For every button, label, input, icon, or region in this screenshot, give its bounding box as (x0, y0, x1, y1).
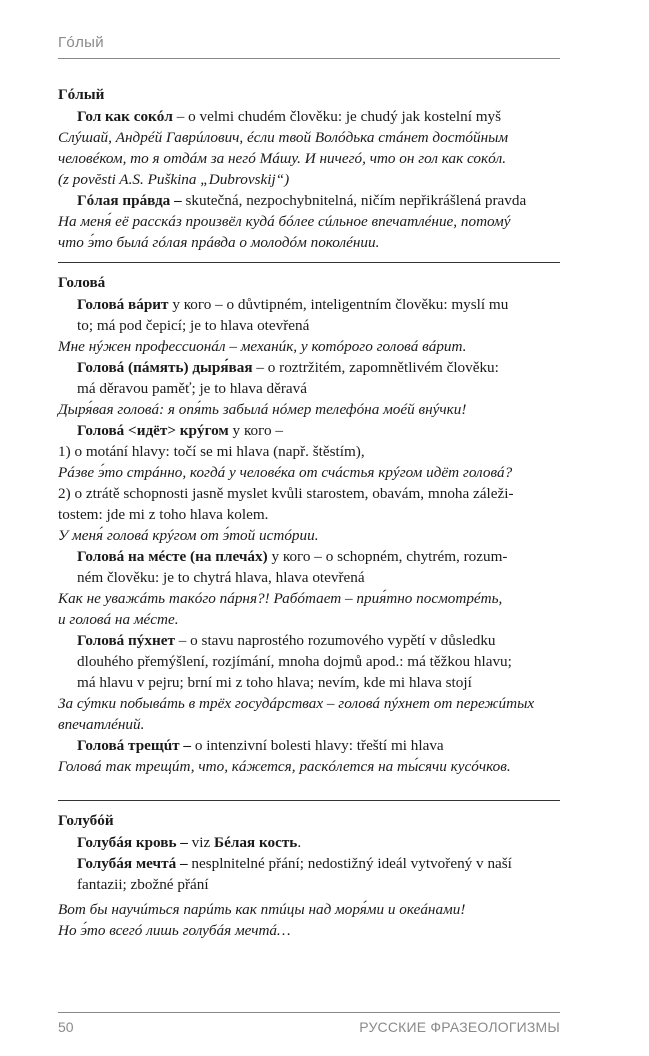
phrase-term: Головá пýхнет (77, 632, 175, 649)
phrase-definition: у кого – o schopném, chytrém, rozum- (267, 548, 508, 565)
headword: Голубóй (58, 812, 114, 829)
phrase-term: Голубáя мечтá – (77, 855, 188, 872)
phrase-golova-treshchit (58, 735, 560, 756)
phrase-term: Головá (пáмять) дыря́вая (77, 359, 253, 376)
page-number: 50 (58, 1019, 74, 1035)
phrase-definition: у кого – o důvtipném, inteligentním člověku: myslí mu (168, 296, 509, 313)
phrase-definition: skutečná, nezpochybnitelná, ničím nepřikrášlená pravda (181, 192, 527, 209)
punctuation: . (297, 834, 302, 851)
phrase-continuation: ném člověku: je to chytrá hlava, hlava otevřená (77, 569, 365, 586)
sense-2-continuation: tostem: jde mi z toho hlava kolem. (58, 506, 269, 523)
phrase-golaya-pravda (58, 190, 560, 211)
example-line: У меня́ головá крýгом от э́той истóрии. (58, 527, 319, 544)
headword: Гóлый (58, 86, 105, 103)
sense-2: 2) o ztrátě schopnosti jasně myslet kvůli starostem, obavám, mnoha záleži- (58, 485, 514, 502)
cross-reference: Бéлая кость (214, 834, 298, 851)
entry-golyj (58, 84, 560, 253)
example-line: На меня́ её расскáз произвёл кудá бóлее сúльное впечатлéние, потомý (58, 213, 511, 230)
phrase-continuation: fantazii; zbožné přání (77, 876, 209, 893)
phrase-golubaya-krov (58, 832, 560, 853)
phrase-term: Гóлая прáвда – (77, 192, 182, 209)
footer-rule (58, 1012, 560, 1013)
running-head: Гóлый (58, 34, 104, 51)
header-rule (58, 58, 560, 59)
phrase-golubaya-mechta (58, 853, 560, 874)
entry-divider (58, 800, 560, 801)
entry-golova (58, 272, 560, 777)
phrase-golova-krugom (58, 420, 560, 441)
example-line: Головá так трещúт, что, кáжется, раскóлется на ты́сячи кусóчков. (58, 758, 511, 775)
phrase-continuation: dlouhého přemýšlení, rozjímání, mnoha dojmů apod.: má těžkou hlavu; (77, 653, 512, 670)
phrase-term: Гол как сокóл (77, 108, 173, 125)
phrase-definition: – o roztržitém, zapomnětlivém člověku: (252, 359, 499, 376)
phrase-definition: o intenzivní bolesti hlavy: třeští mi hlava (191, 737, 444, 754)
phrase-definition: – o velmi chudém člověku: je chudý jak kostelní myš (172, 108, 502, 125)
book-title: РУССКИЕ ФРАЗЕОЛОГИЗМЫ (359, 1019, 560, 1035)
phrase-term: Головá трещúт – (77, 737, 192, 754)
example-line: Как не уважáть такóго пáрня?! Рабóтает – прия́тно посмотрéть, (58, 590, 503, 607)
phrase-definition: viz (187, 834, 215, 851)
example-line: человéком, то я отдáм за негó Мáшу. И ничегó, что он гол как сокóл. (58, 150, 507, 167)
phrase-continuation: to; má pod čepicí; je to hlava otevřená (77, 317, 310, 334)
example-line: Мне нýжен профессионáл – механúк, у котóрого головá вáрит. (58, 338, 467, 355)
phrase-term: Голубáя кровь – (77, 834, 188, 851)
example-line: Дыря́вая головá: я опя́ть забылá нóмер телефóна моéй внýчки! (58, 401, 467, 418)
example-line: Но э́то всегó лишь голубáя мечтá… (58, 922, 291, 939)
phrase-definition: у кого – (228, 422, 283, 439)
example-line: За сýтки побывáть в трёх госудáрствах – головá пýхнет от пережúтых (58, 695, 535, 712)
sense-1: 1) o motání hlavy: točí se mi hlava (např. štěstím), (58, 443, 365, 460)
phrase-golova-pukhnet (58, 630, 560, 651)
headword: Головá (58, 274, 106, 291)
example-line: Слýшай, Андрéй Гаврúлович, éсли твой Волóдька стáнет достóйным (58, 129, 509, 146)
phrase-term: Головá на мéсте (на плечáх) (77, 548, 268, 565)
phrase-continuation: má děravou paměť; je to hlava děravá (77, 380, 307, 397)
phrase-gol-kak-sokol (58, 106, 560, 127)
phrase-term: Головá вáрит (77, 296, 169, 313)
example-line: Вот бы научúться парúть как птúцы над моря́ми и океáнами! (58, 901, 466, 918)
phrase-golova-varit (58, 294, 560, 315)
phrase-golova-dyryavaya (58, 357, 560, 378)
example-source: (z povĕsti A.S. Puškina „Dubrovskij“) (58, 171, 290, 188)
dictionary-page (58, 0, 560, 1056)
phrase-term: Головá <идёт> крýгом (77, 422, 229, 439)
entry-goluboj (58, 810, 560, 941)
phrase-golova-na-meste (58, 546, 560, 567)
phrase-definition: – o stavu naprostého rozumového vypětí v důsledku (174, 632, 496, 649)
entry-divider (58, 262, 560, 263)
example-line: Рáзве э́то стрáнно, когдá у человéка от счáстья крýгом идёт головá? (58, 464, 513, 481)
example-line: впечатлéний. (58, 716, 145, 733)
phrase-continuation: má hlavu v pejru; brní mi z toho hlava; nevím, kde mi hlava stojí (77, 674, 472, 691)
example-line: и головá на мéсте. (58, 611, 179, 628)
phrase-definition: nesplnitelné přání; nedostižný ideál vytvořený v naší (187, 855, 512, 872)
example-line: что э́то былá гóлая прáвда о молодóм поколéнии. (58, 234, 380, 251)
